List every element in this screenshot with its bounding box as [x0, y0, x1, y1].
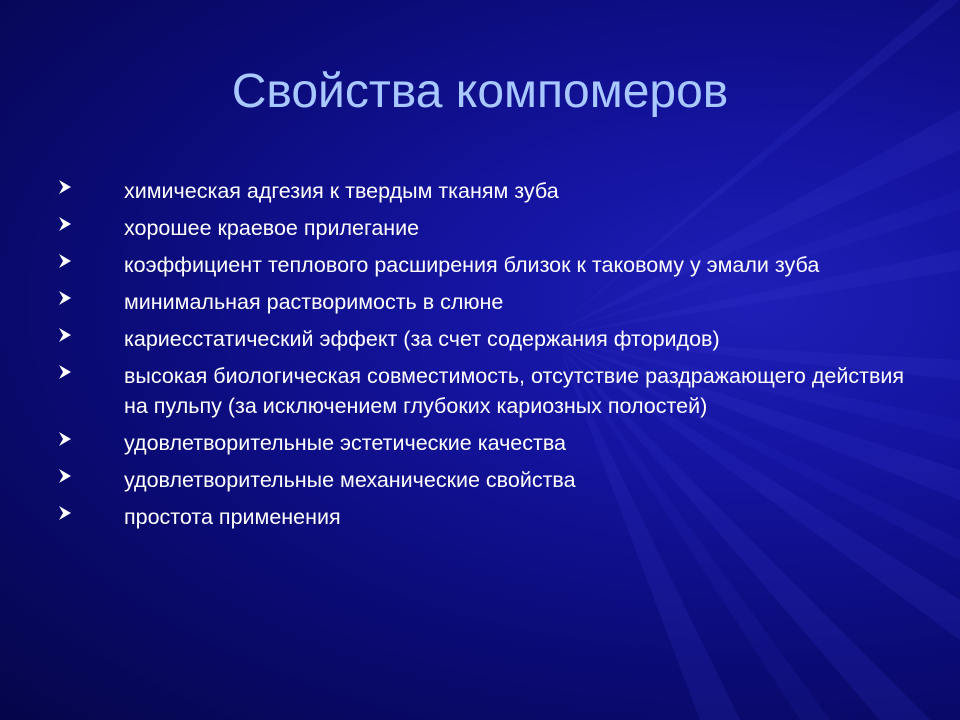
arrowhead-bullet-icon [58, 468, 72, 484]
arrowhead-bullet-icon [58, 216, 72, 232]
list-item [58, 287, 928, 317]
list-item [58, 502, 928, 532]
list-item-text: простота применения [124, 505, 341, 529]
arrowhead-bullet-icon [58, 327, 72, 343]
list-item [58, 324, 928, 354]
list-item [58, 213, 928, 243]
list-item-text: химическая адгезия к твердым тканям зуба [124, 179, 559, 203]
list-item-text: удовлетворительные эстетические качества [124, 431, 566, 455]
slide-title: Свойства компомеров [231, 65, 729, 118]
list-item-text: коэффициент теплового расширения близок к таковому у эмали зуба [124, 253, 820, 277]
list-item [58, 250, 928, 280]
list-item-text: хорошее краевое прилегание [124, 216, 420, 240]
list-item [58, 361, 928, 421]
list-item-text: высокая биологическая совместимость, отсутствие раздражающего действия на пульпу (за исключением глубоких кариозных полостей) [124, 364, 905, 418]
arrowhead-bullet-icon [58, 253, 72, 269]
list-item-text: кариесстатический эффект (за счет содержания фторидов) [124, 327, 720, 351]
arrowhead-bullet-icon [58, 290, 72, 306]
list-item-text: минимальная растворимость в слюне [124, 290, 504, 314]
list-item-text: удовлетворительные механические свойства [124, 468, 576, 492]
list-item [58, 176, 928, 206]
arrowhead-bullet-icon [58, 505, 72, 521]
arrowhead-bullet-icon [58, 431, 72, 447]
bullet-list [58, 176, 928, 539]
list-item [58, 428, 928, 458]
arrowhead-bullet-icon [58, 364, 72, 380]
list-item [58, 465, 928, 495]
arrowhead-bullet-icon [58, 179, 72, 195]
